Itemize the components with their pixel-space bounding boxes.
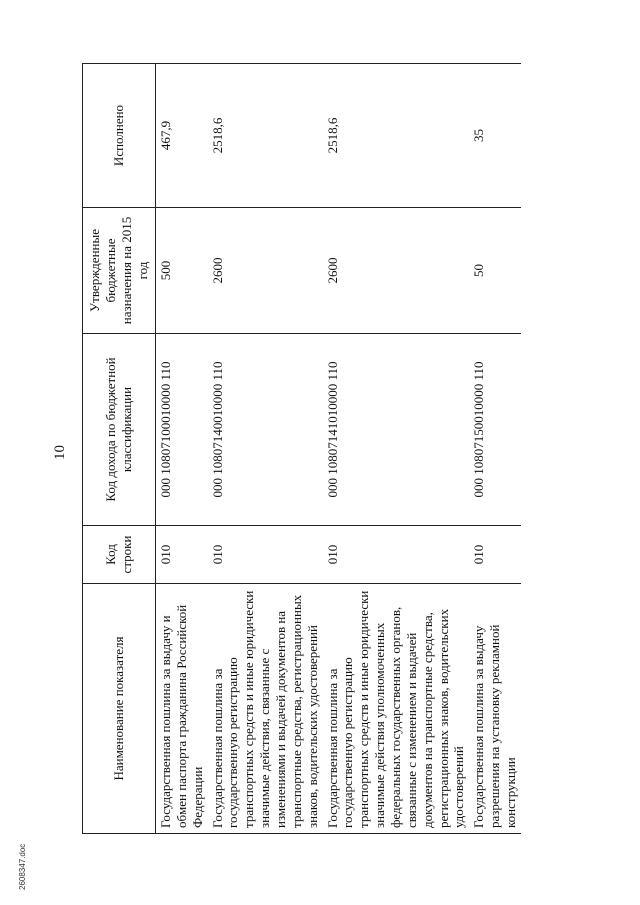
header-line-code: Код строки — [83, 526, 156, 584]
approved-value: 50 — [469, 208, 521, 334]
indicator-name: Государственная пошлина за государственную регистрацию транспортных средств и иные юридически значимые действия, связанные с изменениями и выдачей документов на транспортные средства, регистрационных знаков, водительских удостоверений — [208, 584, 323, 834]
executed-value: 2518,6 — [208, 64, 323, 208]
header-approved: Утвержденные бюджетные назначения на 2015 год — [83, 208, 156, 334]
approved-value: 2600 — [323, 208, 470, 334]
table-row — [156, 64, 208, 834]
header-executed: Исполнено — [83, 64, 156, 208]
income-code: 000 10807100010000 110 — [156, 334, 208, 526]
income-code: 000 10807141010000 110 — [323, 334, 470, 526]
executed-value: 2518,6 — [323, 64, 470, 208]
budget-income-table — [82, 63, 521, 834]
table-header-row — [83, 64, 156, 834]
line-code: 010 — [323, 526, 470, 584]
executed-value: 467,9 — [156, 64, 208, 208]
approved-value: 2600 — [208, 208, 323, 334]
table-row — [469, 64, 521, 834]
indicator-name: Государственная пошлина за государственную регистрацию транспортных средств и иные юридически значимые действия уполномоченных федеральных государственных органов, связанные с изменением и выдачей документов на транспортные средства, регистрационных знаков, водительских удостоверений — [323, 584, 470, 834]
executed-value: 35 — [469, 64, 521, 208]
indicator-name: Государственная пошлина за выдачу и обмен паспорта гражданина Российской Федерации — [156, 584, 208, 834]
indicator-name: Государственная пошлина за выдачу разрешения на установку рекламной конструкции — [469, 584, 521, 834]
income-code: 000 10807150010000 110 — [469, 334, 521, 526]
line-code: 010 — [469, 526, 521, 584]
header-indicator-name: Наименование показателя — [83, 584, 156, 834]
table-row — [323, 64, 470, 834]
line-code: 010 — [208, 526, 323, 584]
income-code: 000 10807140010000 110 — [208, 334, 323, 526]
approved-value: 500 — [156, 208, 208, 334]
document-code: 2608347.doc — [18, 843, 27, 890]
table-row — [208, 64, 323, 834]
header-income-code: Код дохода по бюджетной классификации — [83, 334, 156, 526]
page-number: 10 — [52, 445, 68, 460]
line-code: 010 — [156, 526, 208, 584]
